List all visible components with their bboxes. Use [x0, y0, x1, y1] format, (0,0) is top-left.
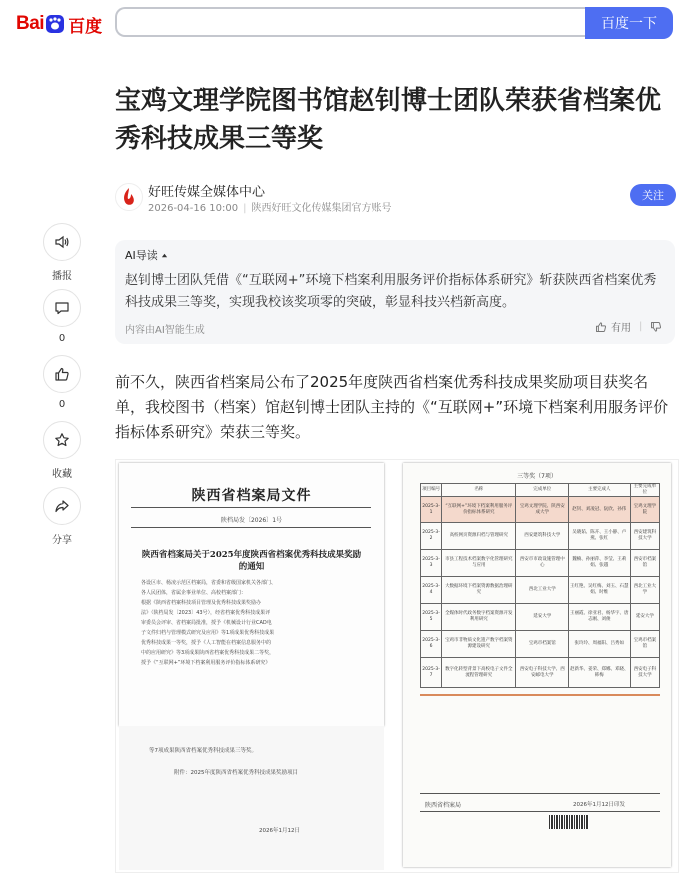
document-line: 授予《“互联网+”环境下档案利用服务评价指标体系研究》 — [141, 660, 271, 666]
table-cell: 2025-3-3 — [421, 550, 442, 577]
document-rule — [420, 793, 660, 794]
publish-date: 2026-04-16 10:00 — [148, 203, 239, 214]
thumbs-up-icon — [54, 366, 70, 382]
favorite-action[interactable] — [43, 421, 81, 480]
ai-summary-heading-text: AI导读 — [125, 249, 158, 262]
document-notice-title: 陕西省档案局关于2025年度陕西省档案优秀科技成果奖励的通知 — [141, 550, 362, 572]
share-button[interactable] — [43, 487, 81, 525]
favorite-label: 收藏 — [52, 469, 72, 480]
table-header-cell: 主要完成人 — [568, 484, 630, 497]
document-left-page — [119, 463, 384, 726]
award-table — [420, 483, 660, 688]
share-label: 分享 — [52, 535, 72, 546]
table-cell: 2025-3-5 — [421, 604, 442, 631]
like-action[interactable] — [43, 355, 81, 410]
table-header-cell: 主要完成单位 — [630, 484, 659, 497]
useful-label[interactable]: 有用 — [611, 323, 631, 334]
table-cell: 2025-3-6 — [421, 631, 442, 658]
author-name[interactable]: 好旺传媒全媒体中心 — [148, 185, 266, 200]
document-line: 根据《陕西省档案科技项目管理及优秀科技成果奖励办 — [141, 600, 262, 606]
table-cell: 宝鸡市档案馆 — [516, 631, 568, 658]
issuer-name: 陕西省档案局 — [425, 802, 462, 809]
table-cell: 魏楠、孙丽萍、李莹、王莉娟、张越 — [568, 550, 630, 577]
document-line: 各人民团体，省属企事业单位、高校档案部门： — [141, 590, 247, 596]
document-date: 2026年1月12日 — [259, 828, 300, 834]
table-cell: 吴晓茹、陈卉、王小静、卢燕、张红 — [568, 523, 630, 550]
document-line: 法》（陕档局发〔2023〕43号），经省档案优秀科技成果评 — [141, 610, 271, 616]
article-image[interactable] — [115, 459, 679, 873]
author-org: 陕西好旺文化传媒集团官方账号 — [251, 203, 392, 214]
table-cell: 延安大学 — [516, 604, 568, 631]
document-line: 子文件归档与管理模式研究及应用》等1项成果优秀科技成果 — [141, 630, 275, 636]
author-avatar[interactable] — [115, 183, 143, 211]
comment-count: 0 — [58, 333, 66, 344]
document-attachment: 附件：2025年度陕西省档案优秀科技成果奖励项目 — [174, 770, 298, 776]
table-row — [421, 631, 660, 658]
comment-icon — [54, 300, 70, 316]
table-row — [421, 550, 660, 577]
table-cell: 张玲玲、周福阳、吕秀如 — [568, 631, 630, 658]
table-cell: 宝鸡市档案馆 — [630, 631, 659, 658]
comment-action[interactable] — [43, 289, 81, 344]
table-cell: 西安建筑科技大学 — [630, 523, 659, 550]
highlight-line — [420, 694, 660, 696]
table-cell: 西安电子科技大学 — [630, 658, 659, 688]
table-cell: “互联网+”环境下档案利用服务评价指标体系研究 — [442, 497, 516, 523]
author-meta: 2026-04-16 10:00 | 陕西好旺文化传媒集团官方账号 — [148, 203, 392, 214]
table-cell: 大数据环境下档案资源数据治理研究 — [442, 577, 516, 604]
search-button[interactable]: 百度一下 — [585, 7, 673, 39]
logo-text-bai: Bai — [16, 13, 45, 34]
comment-button[interactable] — [43, 289, 81, 327]
issue-date: 2026年1月12日印发 — [573, 802, 625, 808]
ai-summary-panel — [115, 240, 675, 344]
table-cell: 西北工业大学 — [630, 577, 659, 604]
table-header-cell: 完成单位 — [516, 484, 568, 497]
table-cell: 西北工业大学 — [516, 577, 568, 604]
ai-summary-heading[interactable] — [125, 247, 168, 263]
article-paragraph: 前不久，陕西省档案局公布了2025年度陕西省档案优秀科技成果奖励项目获奖名单，我校图书（档案）馆赵钊博士团队主持的《“互联网+”环境下档案利用服务评价指标体系研究》荣获三等奖。 — [115, 373, 669, 441]
paw-icon — [45, 14, 65, 34]
ai-feedback — [595, 319, 662, 334]
top-bar — [0, 0, 689, 48]
table-row — [421, 604, 660, 631]
share-action[interactable] — [43, 487, 81, 546]
table-cell: 高校网页资源归档与管理研究 — [442, 523, 516, 550]
table-row — [421, 523, 660, 550]
table-cell: 2025-3-4 — [421, 577, 442, 604]
document-line: 等7项成果陕西省档案优秀科技成果三等奖。 — [149, 748, 258, 754]
document-line: 优秀科技成果一等奖，授予《人工智能在档案信息服务中的 — [141, 640, 272, 646]
table-cell: 2025-3-7 — [421, 658, 442, 688]
table-cell: 2025-3-1 — [421, 497, 442, 523]
favorite-button[interactable] — [43, 421, 81, 459]
table-cell: 宝鸡市非物质文化遗产数字档案资源建设研究 — [442, 631, 516, 658]
document-body — [141, 579, 366, 669]
star-icon — [54, 432, 70, 448]
table-cell: 西安市档案馆 — [630, 550, 659, 577]
table-cell: 数字化转型背景下高校电子文件全流程管理研究 — [442, 658, 516, 688]
follow-button[interactable]: 关注 — [630, 184, 676, 206]
ai-summary-footer: 内容由AI智能生成 — [125, 325, 205, 336]
table-cell: 延安大学 — [630, 604, 659, 631]
table-row — [421, 658, 660, 688]
table-cell: 西安建筑科技大学 — [516, 523, 568, 550]
logo-text-cn: 百度 — [68, 16, 103, 37]
table-cell: 2025-3-2 — [421, 523, 442, 550]
table-cell: 西安电子科技大学、西安邮电大学 — [516, 658, 568, 688]
document-line: 中的应用研究》等3项成果陕西省档案优秀科技成果二等奖， — [141, 650, 275, 656]
document-line: 各设区市、杨凌示范区档案局，省委和省级国家机关各部门、 — [141, 580, 277, 586]
table-cell: 西安市市政设施管理中心 — [516, 550, 568, 577]
table-cell: 赵钊、刘凌冠、阮欣、孙伟 — [568, 497, 630, 523]
table-cell: 赵新华、姜荣、郑娜、邓晓、韩梅 — [568, 658, 630, 688]
share-icon — [54, 498, 70, 514]
document-line: 审委员会评审、省档案局批准，授予《机械设计行业CAD电 — [141, 620, 272, 626]
speaker-icon — [54, 234, 70, 250]
table-header-cell: 项目编号 — [421, 484, 442, 497]
broadcast-button[interactable] — [43, 223, 81, 261]
document-rule — [131, 507, 371, 508]
author-logo-icon — [116, 184, 142, 210]
table-cell: 宝鸡文理学院、陕西安成大学 — [516, 497, 568, 523]
table-header-cell: 名称 — [442, 484, 516, 497]
document-number: 陕档局发〔2026〕1号 — [220, 517, 283, 524]
document-title: 陕西省档案局文件 — [191, 488, 312, 504]
table-cell: 全媒体时代政务数字档案资源开发利用研究 — [442, 604, 516, 631]
table-cell: 王红艳、吴红梅、刘玉、石慧娟、时维 — [568, 577, 630, 604]
broadcast-label: 播报 — [52, 271, 72, 282]
divider: | — [639, 321, 643, 332]
barcode-icon — [549, 815, 589, 829]
article-title: 宝鸡文理学院图书馆赵钊博士团队荣获省档案优秀科技成果三等奖 — [115, 86, 662, 154]
like-button[interactable] — [43, 355, 81, 393]
table-cell: 宝鸡文理学院 — [630, 497, 659, 523]
table-cell: 市县工程技术档案数字化管理研究与应用 — [442, 550, 516, 577]
document-left-lower — [119, 726, 384, 870]
baidu-logo[interactable] — [16, 10, 102, 38]
ai-summary-text: 赵钊博士团队凭借《“互联网+”环境下档案利用服务评价指标体系研究》斩获陕西省档案优秀科技成果三等奖，实现我校该奖项零的突破，彰显科技兴档新高度。 — [125, 273, 657, 310]
table-heading: 三等奖（7项） — [517, 473, 557, 480]
table-row — [421, 577, 660, 604]
thumbs-up-small-icon[interactable] — [595, 321, 607, 333]
table-row — [421, 497, 660, 523]
thumbs-down-icon[interactable] — [650, 321, 662, 333]
document-rule — [420, 811, 660, 812]
table-cell: 王丽霞、徐亚君、杨华宇、唐志刚、刘俊 — [568, 604, 630, 631]
document-rule — [131, 527, 371, 528]
broadcast-action[interactable] — [43, 223, 81, 282]
like-count: 0 — [58, 399, 66, 410]
document-right-page — [403, 463, 671, 867]
search-input[interactable] — [115, 7, 585, 37]
caret-up-icon — [161, 252, 168, 259]
